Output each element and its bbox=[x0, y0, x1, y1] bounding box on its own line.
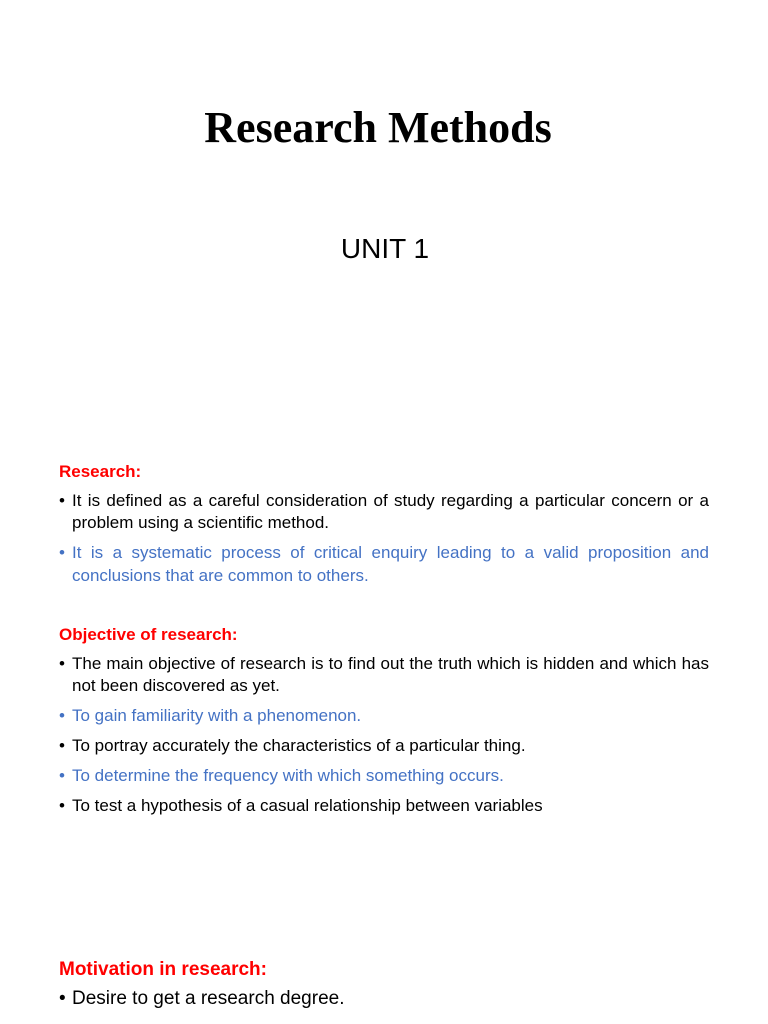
section-heading: Research: bbox=[59, 462, 142, 481]
list-item-text: The main objective of research is to find out the truth which is hidden and which has not been discovered as yet. bbox=[72, 653, 709, 695]
bullet-icon: • bbox=[59, 987, 66, 1009]
bullet-icon: • bbox=[59, 706, 65, 725]
unit-subtitle: UNIT 1 bbox=[340, 233, 430, 264]
bullet-icon: • bbox=[59, 490, 65, 510]
bullet-icon: • bbox=[59, 653, 65, 673]
list-item-text: It is defined as a careful consideration of study regarding a particular concern or a problem using a scientific method. bbox=[72, 490, 709, 532]
page-title: Research Methods bbox=[204, 103, 552, 152]
bullet-icon: • bbox=[59, 796, 65, 815]
list-item-text: To test a hypothesis of a casual relationship between variables bbox=[72, 796, 543, 815]
list-item bbox=[59, 705, 709, 728]
list-item bbox=[59, 735, 709, 758]
list-item bbox=[59, 542, 709, 587]
bullet-icon: • bbox=[59, 766, 65, 785]
section-research bbox=[59, 461, 709, 595]
list-item bbox=[59, 653, 709, 698]
section-heading: Objective of research: bbox=[59, 625, 238, 644]
bullet-icon: • bbox=[59, 543, 65, 562]
bullet-list bbox=[59, 653, 709, 818]
list-item-text: To determine the frequency with which something occurs. bbox=[72, 766, 504, 785]
bullet-list bbox=[59, 490, 709, 588]
list-item-text: To portray accurately the characteristics of a particular thing. bbox=[72, 736, 526, 755]
list-item bbox=[59, 765, 709, 788]
list-item bbox=[59, 988, 709, 1011]
list-item bbox=[59, 490, 709, 535]
list-item-text: Desire to get a research degree. bbox=[72, 987, 345, 1009]
list-item bbox=[59, 795, 709, 818]
section-heading: Motivation in research: bbox=[59, 959, 267, 980]
section-objective bbox=[59, 624, 709, 825]
list-item-text: It is a systematic process of critical enquiry leading to a valid proposition and conclusions that are common to others. bbox=[72, 543, 709, 585]
bullet-icon: • bbox=[59, 736, 65, 755]
list-item-text: To gain familiarity with a phenomenon. bbox=[72, 706, 362, 725]
bullet-list bbox=[59, 988, 709, 1011]
section-motivation bbox=[59, 959, 709, 1018]
